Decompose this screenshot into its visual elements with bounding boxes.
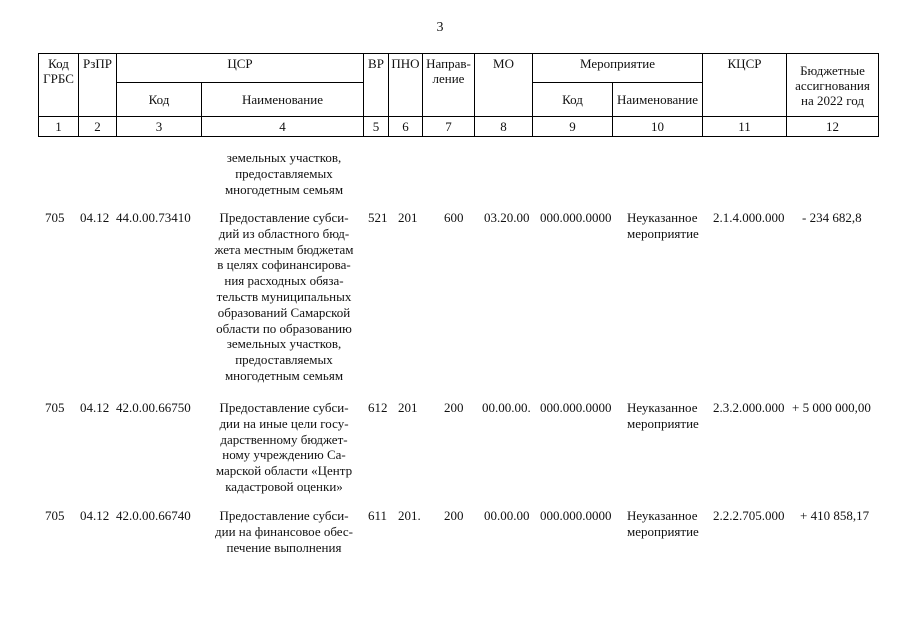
cell-vr: 611 bbox=[368, 508, 388, 523]
cell-grbs: 705 bbox=[45, 508, 65, 523]
table-header bbox=[38, 53, 879, 137]
page-number: 3 bbox=[436, 20, 444, 35]
cell-grbs: 705 bbox=[45, 400, 65, 415]
cell-mer-kod: 000.000.0000 bbox=[540, 508, 612, 523]
header-napravlenie: Направ- ление bbox=[423, 54, 475, 117]
header-number: 4 bbox=[202, 117, 364, 137]
cell-mer-name: Неуказанное мероприятие bbox=[627, 400, 699, 431]
header-kcsr: КЦСР bbox=[703, 54, 787, 117]
header-number: 2 bbox=[79, 117, 117, 137]
cell-pno: 201 bbox=[398, 210, 418, 225]
header-number: 3 bbox=[117, 117, 202, 137]
header-number: 11 bbox=[703, 117, 787, 137]
cell-grbs: 705 bbox=[45, 210, 65, 225]
cell-vr: 521 bbox=[368, 210, 388, 225]
cell-napravlenie: 600 bbox=[444, 210, 464, 225]
header-meropriyatie: Мероприятие bbox=[533, 54, 703, 83]
cell-amount: + 5 000 000,00 bbox=[792, 400, 871, 415]
cell-mo: 03.20.00 bbox=[484, 210, 530, 225]
header-csr-kod: Код bbox=[117, 83, 202, 117]
header-mo: МО bbox=[475, 54, 533, 117]
header-number: 9 bbox=[533, 117, 613, 137]
header-rzpr: РзПР bbox=[79, 54, 117, 117]
header-csr: ЦСР bbox=[117, 54, 364, 83]
cell-rzpr: 04.12 bbox=[80, 210, 110, 225]
cell-csr-kod: 42.0.00.66740 bbox=[116, 508, 191, 523]
cell-kcsr: 2.1.4.000.000 bbox=[713, 210, 785, 225]
cell-mo: 00.00.00 bbox=[484, 508, 530, 523]
cell-mo: 00.00.00. bbox=[482, 400, 531, 415]
header-mer-name: Наименование bbox=[613, 83, 703, 117]
header-vr: ВР bbox=[364, 54, 389, 117]
cell-rzpr: 04.12 bbox=[80, 508, 110, 523]
cell-rzpr: 04.12 bbox=[80, 400, 110, 415]
header-number: 8 bbox=[475, 117, 533, 137]
continuation-name: земельных участков, предоставляемых многодетным семьям bbox=[224, 150, 344, 197]
cell-vr: 612 bbox=[368, 400, 388, 415]
cell-name: Предоставление субси- дии на финансовое обес- печение выполнения bbox=[215, 508, 353, 555]
cell-kcsr: 2.3.2.000.000 bbox=[713, 400, 785, 415]
header-mer-kod: Код bbox=[533, 83, 613, 117]
header-number: 10 bbox=[613, 117, 703, 137]
header-pno: ПНО bbox=[389, 54, 423, 117]
cell-kcsr: 2.2.2.705.000 bbox=[713, 508, 785, 523]
header-number: 12 bbox=[787, 117, 879, 137]
cell-mer-kod: 000.000.0000 bbox=[540, 210, 612, 225]
header-number: 1 bbox=[39, 117, 79, 137]
header-csr-name: Наименование bbox=[202, 83, 364, 117]
cell-mer-kod: 000.000.0000 bbox=[540, 400, 612, 415]
cell-csr-kod: 42.0.00.66750 bbox=[116, 400, 191, 415]
header-number: 7 bbox=[423, 117, 475, 137]
header-kod-grbs: Код ГРБС bbox=[39, 54, 79, 117]
cell-name: Предоставление субси- дии на иные цели госу- дарственному бюджет- ному учреждению Са- марской области «Центр кадастровой оценки» bbox=[215, 400, 353, 494]
cell-pno: 201 bbox=[398, 400, 418, 415]
header-number-row bbox=[39, 117, 879, 137]
cell-name: Предоставление субси- дий из областного бюд- жета местным бюджетам в целях софинансирова- ния расходных обяза- тельств муниципальных образований Самарской области по образованию земельных участков, предоставляемых многодетным семьям bbox=[214, 210, 354, 383]
cell-napravlenie: 200 bbox=[444, 508, 464, 523]
cell-csr-kod: 44.0.00.73410 bbox=[116, 210, 191, 225]
cell-mer-name: Неуказанное мероприятие bbox=[627, 210, 699, 241]
cell-napravlenie: 200 bbox=[444, 400, 464, 415]
header-budget: Бюджетные ассигнования на 2022 год bbox=[787, 54, 879, 117]
cell-amount: - 234 682,8 bbox=[802, 210, 862, 225]
cell-amount: + 410 858,17 bbox=[800, 508, 870, 523]
header-number: 6 bbox=[389, 117, 423, 137]
header-number: 5 bbox=[364, 117, 389, 137]
cell-pno: 201. bbox=[398, 508, 421, 523]
cell-mer-name: Неуказанное мероприятие bbox=[627, 508, 699, 539]
